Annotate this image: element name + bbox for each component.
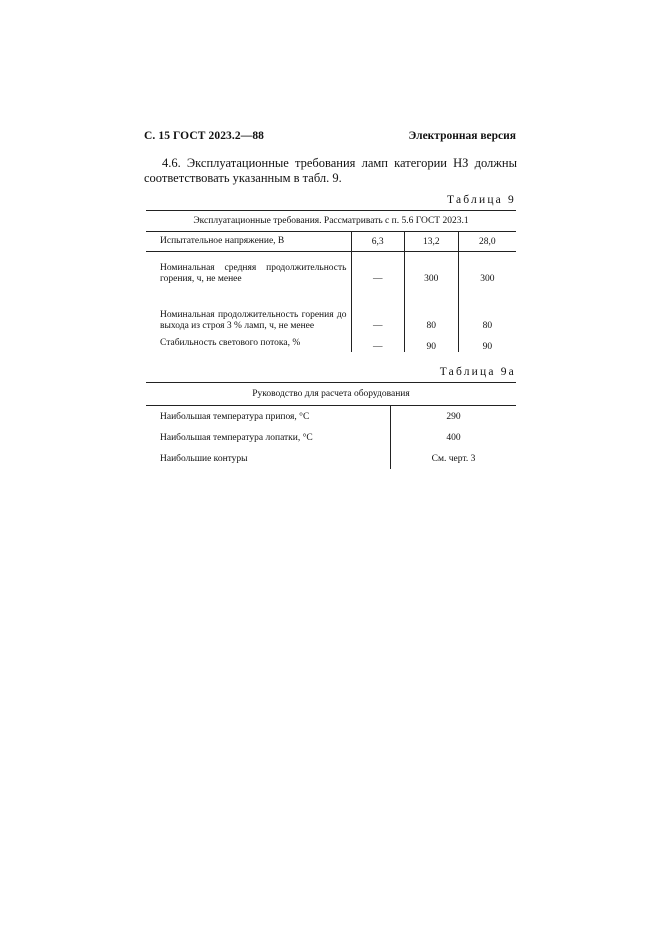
row-value: — (351, 334, 404, 352)
page-header-left: С. 15 ГОСТ 2023.2—88 (144, 130, 265, 142)
table9-header: Эксплуатационные требования. Рассматривать с п. 5.6 ГОСТ 2023.1 (146, 211, 516, 232)
row-label: Номинальная продолжительность горения до выхода из строя 3 % ламп, ч, не менее (160, 310, 347, 331)
row-label: Наибольшая температура лопатки, °С (160, 432, 313, 443)
row-value: 13,2 (404, 232, 458, 252)
row-label: Наибольшая температура припоя, °С (160, 411, 310, 422)
table-row (146, 448, 516, 469)
row-value: 80 (404, 287, 458, 334)
row-value: 300 (404, 252, 458, 288)
table-row (146, 287, 516, 334)
row-value: 90 (458, 334, 516, 352)
table9a-header: Руководство для расчета оборудования (146, 383, 516, 406)
table-row (146, 232, 516, 252)
table-row (146, 252, 516, 288)
table-row (146, 406, 516, 428)
table-row (146, 427, 516, 448)
table-9a (146, 382, 516, 469)
table-9 (146, 210, 516, 352)
row-value: 90 (404, 334, 458, 352)
row-value: 300 (458, 252, 516, 288)
row-value: 400 (391, 427, 517, 448)
row-label: Наибольшие контуры (160, 453, 248, 464)
section-paragraph (144, 156, 517, 186)
row-value: См. черт. 3 (391, 448, 517, 469)
paragraph-text: 4.6. Эксплуатационные требования ламп категории НЗ должны соответствовать указанным в табл. 9. (144, 156, 517, 185)
row-value: 28,0 (458, 232, 516, 252)
row-value: 290 (391, 406, 517, 428)
table-row (146, 334, 516, 352)
row-label: Стабильность светового потока, % (160, 337, 301, 348)
row-value: — (351, 287, 404, 334)
row-value: 80 (458, 287, 516, 334)
table9-caption: Таблица 9 (447, 194, 516, 206)
page-header-right: Электронная версия (408, 130, 516, 142)
row-label: Испытательное напряжение, В (146, 232, 351, 252)
table9a-caption: Таблица 9а (439, 366, 516, 378)
row-label: Номинальная средняя продолжительность горения, ч, не менее (160, 263, 347, 284)
row-value: — (351, 252, 404, 288)
row-value: 6,3 (351, 232, 404, 252)
